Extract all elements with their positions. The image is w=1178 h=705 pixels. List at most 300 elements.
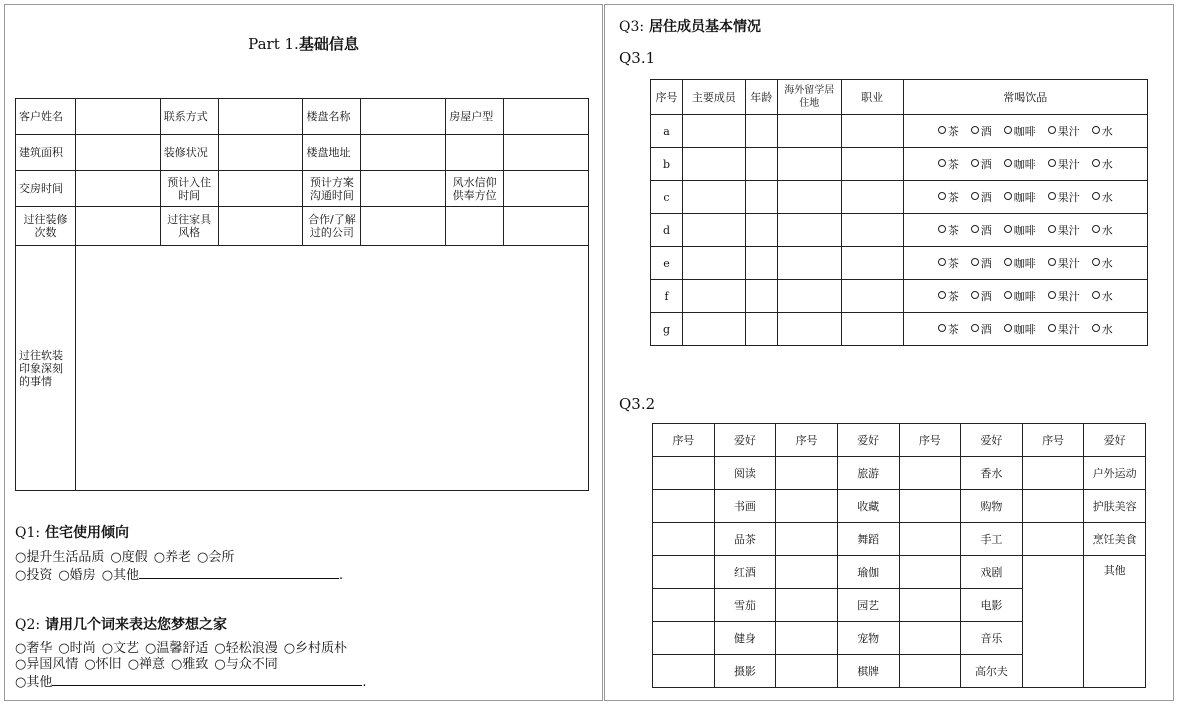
member-index: b <box>651 148 683 181</box>
hobby-index-input[interactable] <box>899 490 961 523</box>
q1-other-blank[interactable] <box>139 566 339 579</box>
member-input-cell[interactable] <box>777 181 841 214</box>
drink-option[interactable] <box>971 257 992 270</box>
drink-option[interactable] <box>1092 257 1113 270</box>
end-mark: . <box>339 568 344 583</box>
hobby-index-input[interactable] <box>776 556 838 589</box>
hobby-label: 香水 <box>961 457 1023 490</box>
q1-option[interactable]: ○养老 <box>153 550 192 565</box>
hobbies-header-row <box>653 424 1146 457</box>
info-row <box>16 99 589 135</box>
member-input-cell[interactable] <box>777 247 841 280</box>
impression-input[interactable] <box>75 246 588 491</box>
drink-option[interactable] <box>1004 158 1036 171</box>
drink-label: 果汁 <box>1057 124 1080 138</box>
radio-circle-icon[interactable] <box>1092 324 1100 332</box>
radio-circle-icon[interactable] <box>1004 291 1012 299</box>
q1-option[interactable]: ○度假 <box>110 550 148 565</box>
radio-circle-icon[interactable] <box>1092 291 1100 299</box>
member-input-cell[interactable] <box>682 214 745 247</box>
info-label: 预计方案沟通时间 <box>303 171 361 207</box>
info-input-cell[interactable] <box>75 207 160 246</box>
member-input-cell[interactable] <box>745 181 777 214</box>
q2-option[interactable]: ○奢华 <box>15 641 53 656</box>
hobby-label: 护肤美容 <box>1084 490 1146 523</box>
hobby-label: 电影 <box>961 589 1023 622</box>
radio-circle-icon[interactable] <box>971 258 979 266</box>
info-label: 交房时间 <box>16 171 76 207</box>
radio-circle-icon[interactable] <box>1004 324 1012 332</box>
radio-circle-icon[interactable] <box>1004 225 1012 233</box>
info-label: 楼盘名称 <box>303 99 361 135</box>
hobby-label: 雪茄 <box>714 589 776 622</box>
info-input-cell[interactable] <box>361 207 446 246</box>
drink-label: 茶 <box>947 256 959 270</box>
info-input-cell[interactable] <box>361 99 446 135</box>
q2-option-other[interactable]: ○其他 <box>15 675 53 690</box>
drink-label: 茶 <box>947 157 959 171</box>
drink-label: 咖啡 <box>1013 256 1036 270</box>
drink-option[interactable] <box>1092 125 1113 138</box>
drink-label: 水 <box>1101 322 1113 336</box>
drink-option[interactable] <box>938 290 959 303</box>
drink-options <box>903 280 1147 313</box>
drink-options <box>903 247 1147 280</box>
drink-option[interactable] <box>938 257 959 270</box>
hobby-index-input[interactable] <box>653 622 715 655</box>
member-input-cell[interactable] <box>777 280 841 313</box>
drink-option[interactable] <box>1048 257 1080 270</box>
drink-option[interactable] <box>938 191 959 204</box>
drink-label: 咖啡 <box>1013 223 1036 237</box>
radio-circle-icon[interactable] <box>938 192 946 200</box>
hobby-index-input[interactable] <box>899 589 961 622</box>
hobbies-header-cell: 爱好 <box>837 424 899 457</box>
q2-option[interactable]: ○温馨舒适 <box>145 641 209 656</box>
hobby-label: 其他 <box>1084 556 1146 688</box>
q1-option[interactable]: ○其他 <box>101 568 140 583</box>
drink-option[interactable] <box>1092 323 1113 336</box>
radio-circle-icon[interactable] <box>1004 258 1012 266</box>
drink-label: 水 <box>1101 223 1113 237</box>
hobby-label: 户外运动 <box>1084 457 1146 490</box>
hobby-label: 手工 <box>961 523 1023 556</box>
q1-option[interactable]: ○婚房 <box>58 568 96 583</box>
q2-heading: Q2: 请用几个词来表达您梦想之家 <box>15 617 227 633</box>
hobby-index-input[interactable] <box>776 589 838 622</box>
info-label <box>446 135 504 171</box>
drink-label: 咖啡 <box>1013 124 1036 138</box>
member-input-cell[interactable] <box>682 313 745 346</box>
member-index: g <box>651 313 683 346</box>
hobby-label: 收藏 <box>837 490 899 523</box>
hobbies-row <box>653 523 1146 556</box>
drink-option[interactable] <box>1048 158 1080 171</box>
q1-line2 <box>15 566 343 584</box>
hobby-index-input[interactable] <box>653 490 715 523</box>
radio-circle-icon[interactable] <box>1092 258 1100 266</box>
radio-circle-icon[interactable] <box>971 192 979 200</box>
member-input-cell[interactable] <box>745 280 777 313</box>
title-main: 基础信息 <box>298 35 359 53</box>
radio-circle-icon[interactable] <box>1048 126 1056 134</box>
member-input-cell[interactable] <box>777 115 841 148</box>
radio-circle-icon[interactable] <box>938 159 946 167</box>
drink-label: 果汁 <box>1057 289 1080 303</box>
member-index: a <box>651 115 683 148</box>
hobby-index-input[interactable] <box>653 589 715 622</box>
member-input-cell[interactable] <box>841 181 903 214</box>
drink-option[interactable] <box>1004 125 1036 138</box>
drink-option[interactable] <box>1092 191 1113 204</box>
drink-option[interactable] <box>1004 323 1036 336</box>
q2-option[interactable]: ○乡村质朴 <box>283 641 348 656</box>
left-page <box>4 4 603 701</box>
q2-option[interactable]: ○雅致 <box>171 657 209 672</box>
right-page <box>604 4 1174 701</box>
member-input-cell[interactable] <box>841 148 903 181</box>
members-header-cell: 序号 <box>651 80 683 115</box>
end-mark: . <box>362 675 367 690</box>
info-input-cell[interactable] <box>218 135 303 171</box>
q2-options <box>15 641 366 691</box>
hobby-label: 舞蹈 <box>837 523 899 556</box>
q1-line1 <box>15 550 343 566</box>
hobby-label: 摄影 <box>714 655 776 688</box>
hobby-label: 购物 <box>961 490 1023 523</box>
info-input-cell[interactable] <box>218 207 303 246</box>
q1-option[interactable]: ○投资 <box>15 568 53 583</box>
radio-circle-icon[interactable] <box>971 126 979 134</box>
members-row <box>651 247 1148 280</box>
hobby-label: 高尔夫 <box>961 655 1023 688</box>
radio-circle-icon[interactable] <box>938 258 946 266</box>
member-input-cell[interactable] <box>777 313 841 346</box>
members-row <box>651 280 1148 313</box>
hobby-label: 音乐 <box>961 622 1023 655</box>
member-input-cell[interactable] <box>841 115 903 148</box>
radio-circle-icon[interactable] <box>938 225 946 233</box>
hobbies-row <box>653 556 1146 589</box>
hobby-index-input[interactable] <box>776 622 838 655</box>
info-input-cell[interactable] <box>75 171 160 207</box>
hobby-index-input[interactable] <box>653 556 715 589</box>
member-input-cell[interactable] <box>682 280 745 313</box>
drink-label: 水 <box>1101 289 1113 303</box>
hobbies-header-cell: 序号 <box>899 424 961 457</box>
hobbies-header-cell: 序号 <box>776 424 838 457</box>
hobby-label: 红酒 <box>714 556 776 589</box>
hobby-index-input[interactable] <box>1022 556 1084 688</box>
member-index: f <box>651 280 683 313</box>
hobbies-header-cell: 爱好 <box>961 424 1023 457</box>
drink-label: 酒 <box>980 190 992 204</box>
q1-options <box>15 550 343 584</box>
hobbies-row <box>653 490 1146 523</box>
impression-row <box>16 246 589 491</box>
page-title <box>5 33 602 54</box>
q2-option[interactable]: ○轻松浪漫 <box>214 641 278 656</box>
drink-label: 果汁 <box>1057 256 1080 270</box>
drink-label: 果汁 <box>1057 322 1080 336</box>
q2-option[interactable]: ○文艺 <box>101 641 140 656</box>
info-label: 房屋户型 <box>446 99 504 135</box>
radio-circle-icon[interactable] <box>1004 159 1012 167</box>
info-row <box>16 135 589 171</box>
info-input-cell[interactable] <box>504 99 589 135</box>
member-input-cell[interactable] <box>841 313 903 346</box>
members-header-row <box>651 80 1148 115</box>
members-row <box>651 214 1148 247</box>
radio-circle-icon[interactable] <box>1092 126 1100 134</box>
members-header-cell: 常喝饮品 <box>903 80 1147 115</box>
q3-heading: Q3: 居住成员基本情况 <box>619 19 761 35</box>
q2-option[interactable]: ○禅意 <box>127 657 166 672</box>
hobby-index-input[interactable] <box>1022 523 1084 556</box>
drink-option[interactable] <box>1004 224 1036 237</box>
drink-option[interactable] <box>1048 290 1080 303</box>
radio-circle-icon[interactable] <box>1048 258 1056 266</box>
member-input-cell[interactable] <box>745 313 777 346</box>
radio-circle-icon[interactable] <box>1092 192 1100 200</box>
member-input-cell[interactable] <box>682 148 745 181</box>
radio-circle-icon[interactable] <box>1048 225 1056 233</box>
member-input-cell[interactable] <box>745 148 777 181</box>
hobbies-header-cell: 序号 <box>1022 424 1084 457</box>
hobby-index-input[interactable] <box>653 523 715 556</box>
drink-label: 茶 <box>947 190 959 204</box>
member-input-cell[interactable] <box>777 148 841 181</box>
hobby-index-input[interactable] <box>653 655 715 688</box>
drink-label: 酒 <box>980 157 992 171</box>
drink-option[interactable] <box>938 125 959 138</box>
member-input-cell[interactable] <box>777 214 841 247</box>
basic-info-table <box>15 98 589 491</box>
q1-heading: Q1: 住宅使用倾向 <box>15 525 129 541</box>
hobby-index-input[interactable] <box>776 490 838 523</box>
radio-circle-icon[interactable] <box>1048 159 1056 167</box>
radio-circle-icon[interactable] <box>938 291 946 299</box>
info-label: 建筑面积 <box>16 135 76 171</box>
drink-label: 酒 <box>980 256 992 270</box>
radio-circle-icon[interactable] <box>1048 192 1056 200</box>
info-input-cell[interactable] <box>75 99 160 135</box>
members-header-cell: 职业 <box>841 80 903 115</box>
info-row <box>16 207 589 246</box>
hobby-label: 瑜伽 <box>837 556 899 589</box>
drink-label: 茶 <box>947 289 959 303</box>
radio-circle-icon[interactable] <box>1048 291 1056 299</box>
q2-option[interactable]: ○异国风情 <box>15 657 79 672</box>
info-label: 合作/了解过的公司 <box>303 207 361 246</box>
info-label: 过往家具风格 <box>160 207 218 246</box>
member-input-cell[interactable] <box>682 115 745 148</box>
radio-circle-icon[interactable] <box>938 126 946 134</box>
radio-circle-icon[interactable] <box>938 324 946 332</box>
members-row <box>651 148 1148 181</box>
drink-option[interactable] <box>1092 290 1113 303</box>
drink-options <box>903 214 1147 247</box>
radio-circle-icon[interactable] <box>1092 225 1100 233</box>
hobbies-header-cell: 序号 <box>653 424 715 457</box>
drink-option[interactable] <box>971 323 992 336</box>
radio-circle-icon[interactable] <box>971 291 979 299</box>
hobby-index-input[interactable] <box>899 655 961 688</box>
member-input-cell[interactable] <box>841 247 903 280</box>
info-input-cell[interactable] <box>361 171 446 207</box>
radio-circle-icon[interactable] <box>971 225 979 233</box>
hobby-index-input[interactable] <box>899 556 961 589</box>
drink-option[interactable] <box>1048 224 1080 237</box>
radio-circle-icon[interactable] <box>1092 159 1100 167</box>
member-input-cell[interactable] <box>745 115 777 148</box>
title-prefix: Part 1. <box>248 35 299 53</box>
drink-option[interactable] <box>971 158 992 171</box>
member-index: c <box>651 181 683 214</box>
drink-option[interactable] <box>1092 224 1113 237</box>
info-input-cell[interactable] <box>218 171 303 207</box>
member-input-cell[interactable] <box>841 214 903 247</box>
hobby-index-input[interactable] <box>776 457 838 490</box>
members-header-cell: 海外留学居住地 <box>777 80 841 115</box>
drink-option[interactable] <box>1048 125 1080 138</box>
info-input-cell[interactable] <box>75 135 160 171</box>
drink-label: 酒 <box>980 322 992 336</box>
hobbies-row <box>653 457 1146 490</box>
member-input-cell[interactable] <box>682 247 745 280</box>
drink-label: 咖啡 <box>1013 157 1036 171</box>
drink-label: 茶 <box>947 223 959 237</box>
drink-option[interactable] <box>938 158 959 171</box>
drink-options <box>903 181 1147 214</box>
info-input-cell[interactable] <box>504 207 589 246</box>
hobby-label: 健身 <box>714 622 776 655</box>
drink-label: 酒 <box>980 124 992 138</box>
info-label: 过往装修次数 <box>16 207 76 246</box>
drink-label: 水 <box>1101 190 1113 204</box>
hobby-index-input[interactable] <box>899 457 961 490</box>
drink-options <box>903 148 1147 181</box>
hobby-label: 旅游 <box>837 457 899 490</box>
radio-circle-icon[interactable] <box>971 159 979 167</box>
hobby-index-input[interactable] <box>1022 457 1084 490</box>
hobby-label: 宠物 <box>837 622 899 655</box>
drink-option[interactable] <box>1048 191 1080 204</box>
hobby-label: 品茶 <box>714 523 776 556</box>
drink-label: 水 <box>1101 124 1113 138</box>
q2-line2 <box>15 657 366 673</box>
drink-option[interactable] <box>938 224 959 237</box>
drink-option[interactable] <box>971 191 992 204</box>
drink-label: 水 <box>1101 157 1113 171</box>
q3-1-label: Q3.1 <box>619 49 656 67</box>
hobbies-header-cell: 爱好 <box>714 424 776 457</box>
q3-2-label: Q3.2 <box>619 395 656 413</box>
drink-option[interactable] <box>1004 257 1036 270</box>
radio-circle-icon[interactable] <box>1048 324 1056 332</box>
drink-label: 果汁 <box>1057 190 1080 204</box>
info-input-cell[interactable] <box>361 135 446 171</box>
info-label: 风水信仰供奉方位 <box>446 171 504 207</box>
hobby-label: 阅读 <box>714 457 776 490</box>
radio-circle-icon[interactable] <box>971 324 979 332</box>
info-label: 楼盘地址 <box>303 135 361 171</box>
members-row <box>651 313 1148 346</box>
hobby-label: 戏剧 <box>961 556 1023 589</box>
info-input-cell[interactable] <box>504 171 589 207</box>
drink-option[interactable] <box>938 323 959 336</box>
info-row <box>16 171 589 207</box>
q2-other-blank[interactable] <box>52 673 362 686</box>
drink-options <box>903 313 1147 346</box>
hobbies-table <box>652 423 1146 688</box>
hobby-label: 烹饪美食 <box>1084 523 1146 556</box>
drink-options <box>903 115 1147 148</box>
info-label: 装修状况 <box>160 135 218 171</box>
info-label <box>446 207 504 246</box>
info-input-cell[interactable] <box>218 99 303 135</box>
hobby-index-input[interactable] <box>776 655 838 688</box>
members-table <box>650 79 1148 346</box>
q2-option[interactable]: ○怀旧 <box>84 657 122 672</box>
members-row <box>651 181 1148 214</box>
drink-option[interactable] <box>971 125 992 138</box>
drink-option[interactable] <box>1048 323 1080 336</box>
drink-label: 茶 <box>947 322 959 336</box>
drink-option[interactable] <box>1004 191 1036 204</box>
member-input-cell[interactable] <box>841 280 903 313</box>
q2-line3 <box>15 673 366 691</box>
drink-label: 果汁 <box>1057 157 1080 171</box>
info-input-cell[interactable] <box>504 135 589 171</box>
member-index: e <box>651 247 683 280</box>
member-input-cell[interactable] <box>745 214 777 247</box>
q1-option[interactable]: ○会所 <box>197 550 235 565</box>
member-input-cell[interactable] <box>682 181 745 214</box>
drink-label: 茶 <box>947 124 959 138</box>
info-label: 联系方式 <box>160 99 218 135</box>
members-header-cell: 主要成员 <box>682 80 745 115</box>
hobby-index-input[interactable] <box>1022 490 1084 523</box>
member-input-cell[interactable] <box>745 247 777 280</box>
drink-label: 酒 <box>980 289 992 303</box>
info-label: 预计入住时间 <box>160 171 218 207</box>
q2-option[interactable]: ○时尚 <box>58 641 96 656</box>
drink-option[interactable] <box>971 224 992 237</box>
radio-circle-icon[interactable] <box>1004 126 1012 134</box>
drink-option[interactable] <box>971 290 992 303</box>
radio-circle-icon[interactable] <box>1004 192 1012 200</box>
drink-label: 水 <box>1101 256 1113 270</box>
q2-line1 <box>15 641 366 657</box>
hobby-label: 园艺 <box>837 589 899 622</box>
hobby-index-input[interactable] <box>899 622 961 655</box>
impression-label: 过往软装印象深刻的事情 <box>16 246 76 491</box>
hobby-index-input[interactable] <box>776 523 838 556</box>
drink-label: 咖啡 <box>1013 322 1036 336</box>
members-row <box>651 115 1148 148</box>
hobby-index-input[interactable] <box>653 457 715 490</box>
drink-option[interactable] <box>1092 158 1113 171</box>
drink-option[interactable] <box>1004 290 1036 303</box>
hobby-index-input[interactable] <box>899 523 961 556</box>
q1-option[interactable]: ○提升生活品质 <box>15 550 105 565</box>
hobby-label: 棋牌 <box>837 655 899 688</box>
drink-label: 咖啡 <box>1013 190 1036 204</box>
hobby-label: 书画 <box>714 490 776 523</box>
q2-option[interactable]: ○与众不同 <box>214 657 278 672</box>
drink-label: 酒 <box>980 223 992 237</box>
